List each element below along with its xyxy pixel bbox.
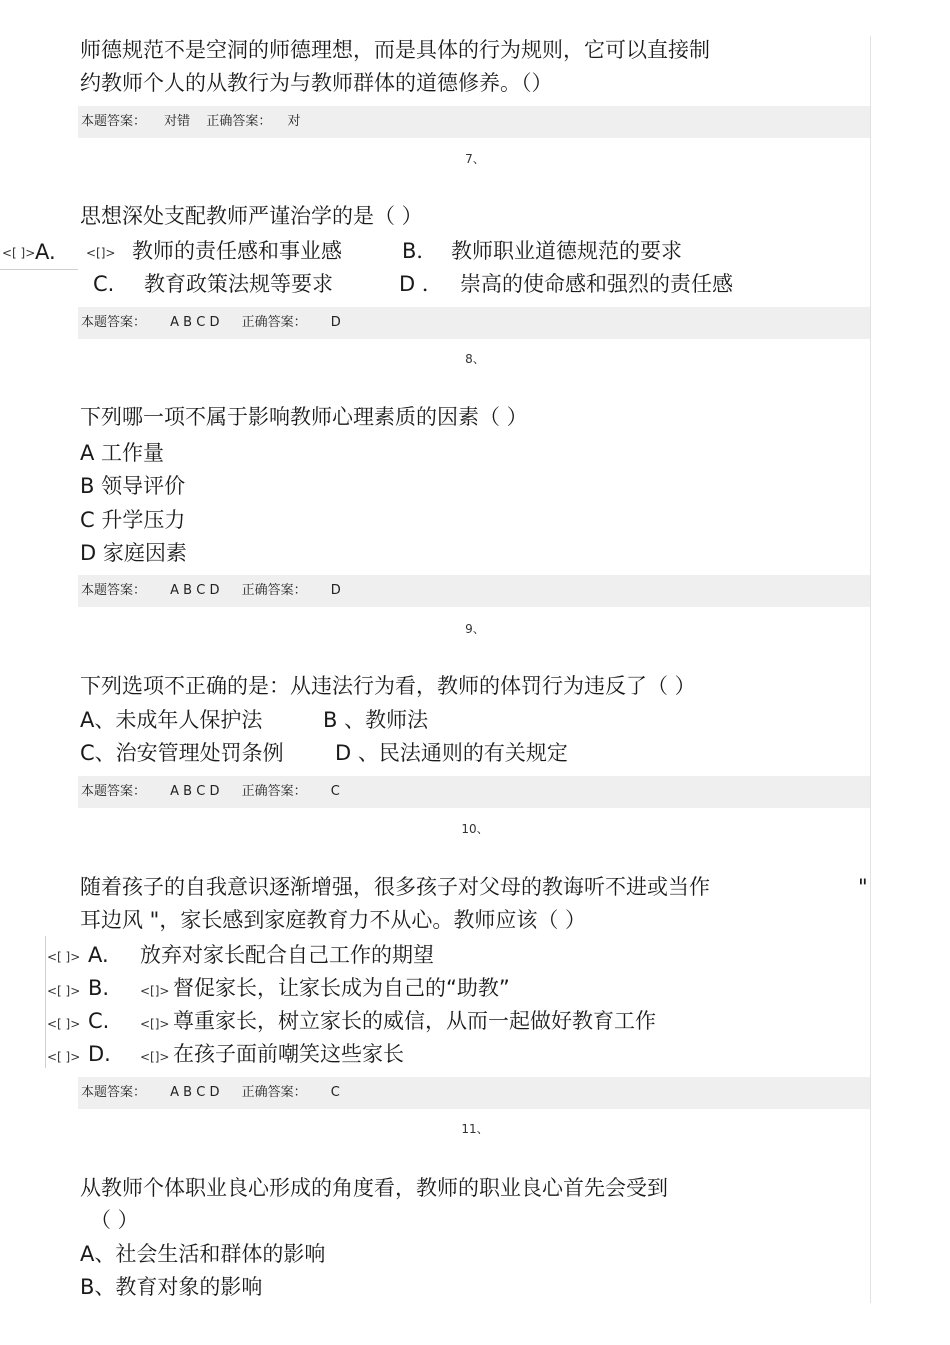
q8-option-b[interactable]: B 领导评价	[80, 474, 186, 498]
answer-label: 本题答案：	[81, 315, 147, 330]
q10-stem-quote: "	[858, 875, 868, 899]
q11-stem-line2: （ ）	[90, 1208, 139, 1232]
q6-stem-line2: 约教师个人的从教行为与教师群体的道德修养。（）	[80, 71, 553, 95]
q10-option-b[interactable]: 督促家长，让家长成为自己的“助教”	[173, 976, 510, 1000]
correct-label: 正确答案：	[241, 583, 307, 598]
q6-stem-line1: 师德规范不是空洞的师德理想，而是具体的行为规则，它可以直接制	[80, 38, 710, 62]
q7-answer-bar	[78, 307, 870, 339]
q10-option-c-mark[interactable]: <[]>	[140, 1017, 170, 1031]
q7-option-d[interactable]: 崇高的使命感和强烈的责任感	[460, 272, 733, 296]
q10-stem-line1: 随着孩子的自我意识逐渐增强，很多孩子对父母的教诲听不进或当作	[80, 875, 710, 899]
q10-option-b-letter[interactable]: B.	[88, 976, 110, 1000]
q9-answer-bar	[78, 776, 870, 808]
q7-option-a[interactable]: 教师的责任感和事业感	[132, 239, 342, 263]
q10-option-d-letter[interactable]: D.	[88, 1042, 111, 1066]
q9-option-c[interactable]: C、治安管理处罚条例	[80, 741, 284, 765]
q10-option-a-letter[interactable]: A.	[88, 943, 109, 967]
q9-stem: 下列选项不正确的是：从违法行为看，教师的体罚行为违反了（ ）	[80, 674, 696, 698]
correct-label: 正确答案：	[206, 114, 272, 129]
q8-answer-bar	[78, 575, 870, 607]
answer-label: 本题答案：	[81, 1085, 147, 1100]
answer-label: 本题答案：	[81, 583, 147, 598]
q10-option-c-marker[interactable]: <[ ]>	[47, 1017, 81, 1031]
correct-label: 正确答案：	[241, 1085, 307, 1100]
q8-option-c[interactable]: C 升学压力	[80, 508, 186, 532]
q10-option-c-letter[interactable]: C.	[88, 1009, 110, 1033]
answer-choices[interactable]: A B C D	[170, 583, 220, 598]
q10-marker-rule	[45, 936, 46, 1068]
q10-option-d[interactable]: 在孩子面前嘲笑这些家长	[173, 1042, 404, 1066]
correct-value: 对	[287, 114, 301, 129]
q7-stem: 思想深处支配教师严谨治学的是（ ）	[80, 204, 423, 228]
q11-number: 11、	[461, 1122, 489, 1136]
q8-option-d[interactable]: D 家庭因素	[80, 541, 187, 565]
q9-option-b[interactable]: B 、教师法	[323, 708, 429, 732]
answer-label: 本题答案：	[81, 114, 147, 129]
q8-stem: 下列哪一项不属于影响教师心理素质的因素（ ）	[80, 405, 528, 429]
q11-option-b[interactable]: B、教育对象的影响	[80, 1275, 263, 1299]
correct-value: D	[330, 583, 341, 598]
answer-label: 本题答案：	[81, 784, 147, 799]
q11-stem-line1: 从教师个体职业良心形成的角度看，教师的职业良心首先会受到	[80, 1176, 668, 1200]
q10-option-b-mark[interactable]: <[]>	[140, 984, 170, 998]
correct-value: C	[330, 1085, 340, 1100]
q11-option-a[interactable]: A、社会生活和群体的影响	[80, 1242, 326, 1266]
q7-option-b-letter[interactable]: B．	[402, 239, 438, 263]
q7-option-b[interactable]: 教师职业道德规范的要求	[451, 239, 682, 263]
answer-choices[interactable]: A B C D	[170, 784, 220, 799]
answer-choices[interactable]: A B C D	[170, 1085, 220, 1100]
q9-number: 9、	[465, 622, 485, 636]
q10-option-a[interactable]: 放弃对家长配合自己工作的期望	[140, 943, 434, 967]
q7-option-d-letter[interactable]: D ．	[399, 272, 443, 296]
q7-option-a-mark[interactable]: <[]>	[86, 246, 116, 260]
q9-option-d[interactable]: D 、民法通则的有关规定	[335, 741, 568, 765]
q10-stem-line2: 耳边风 "，家长感到家庭教育力不从心。教师应该（ ）	[80, 908, 587, 932]
q10-option-d-mark[interactable]: <[]>	[140, 1050, 170, 1064]
q8-option-a[interactable]: A 工作量	[80, 441, 165, 465]
correct-label: 正确答案：	[241, 784, 307, 799]
right-margin-line	[870, 36, 871, 1303]
q6-answer-bar	[78, 106, 870, 138]
correct-value: C	[330, 784, 340, 799]
correct-label: 正确答案：	[241, 315, 307, 330]
q10-answer-bar	[78, 1077, 870, 1109]
correct-value: D	[330, 315, 341, 330]
q10-option-c[interactable]: 尊重家长，树立家长的威信，从而一起做好教育工作	[173, 1009, 656, 1033]
q7-number: 7、	[465, 152, 485, 166]
q7-marker[interactable]: <[ ]>	[2, 246, 36, 260]
q7-option-c[interactable]: 教育政策法规等要求	[144, 272, 333, 296]
answer-choices[interactable]: A B C D	[170, 315, 220, 330]
q7-option-c-letter[interactable]: C.	[93, 272, 115, 296]
q10-option-b-marker[interactable]: <[ ]>	[47, 984, 81, 998]
answer-choices[interactable]: 对错	[164, 114, 191, 129]
q10-option-d-marker[interactable]: <[ ]>	[47, 1050, 81, 1064]
q8-number: 8、	[465, 352, 485, 366]
q10-option-a-marker[interactable]: <[ ]>	[47, 950, 81, 964]
q7-option-a-letter[interactable]: A.	[35, 240, 56, 264]
q9-option-a[interactable]: A、未成年人保护法	[80, 708, 263, 732]
q10-number: 10、	[461, 822, 489, 836]
